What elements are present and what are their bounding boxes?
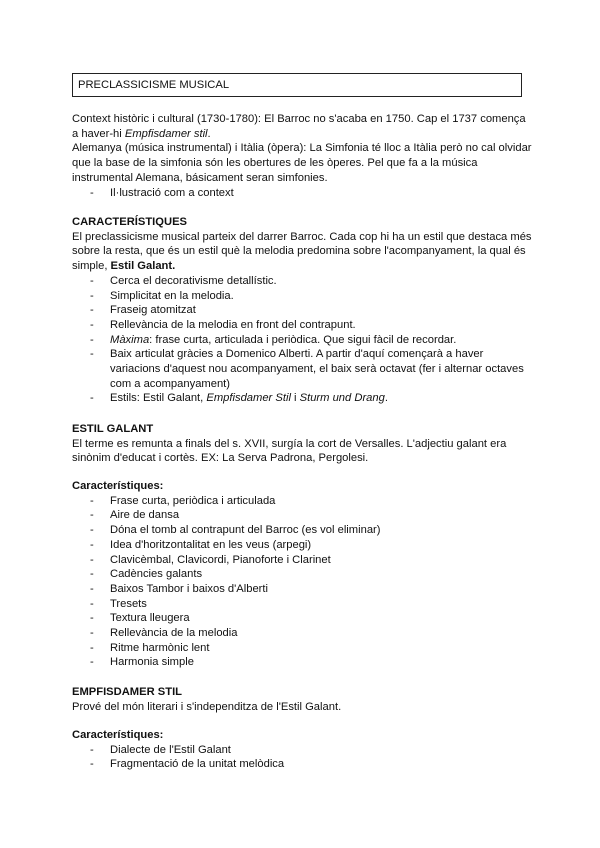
list-item: - Harmonia simple <box>72 655 532 670</box>
list-item: - Idea d'horitzontalitat en les veus (arpegi) <box>72 538 532 553</box>
intro-paragraph-2: Alemanya (música instrumental) i Itàlia (òpera): La Simfonia té lloc a Itàlia però no cal olvidar que la base de la simfonia són les obertures de les òperes. Pel que fa a la música instrumental Alemana, básicament seran simfonies. <box>72 142 532 184</box>
list-item: - Simplicitat en la melodia. <box>72 289 532 304</box>
intro-period: . <box>207 127 211 140</box>
caract-paragraph <box>72 230 532 274</box>
section-heading: ESTIL GALANT <box>72 423 154 435</box>
item-text: . <box>384 392 388 405</box>
list-item: - Rellevància de la melodia en front del contrapunt. <box>72 318 532 333</box>
list-item: - Baixos Tambor i baixos d'Alberti <box>72 582 532 597</box>
list-item: - Cerca el decorativisme detallístic. <box>72 274 532 289</box>
list-item <box>72 333 532 348</box>
list-item: - Dialecte de l'Estil Galant <box>72 743 532 758</box>
item-text: : frase curta, articulada i periòdica. Que sigui fàcil de recordar. <box>149 333 457 346</box>
subheading: Característiques: <box>72 480 164 492</box>
caract-text: El preclassicisme musical parteix del darrer Barroc. Cada cop hi ha un estil que destaca més sobre la resta, que és un estil què la melodia predomina sobre l'acompanyament, la qual és simple, <box>72 230 532 273</box>
list-item: - Dóna el tomb al contrapunt del Barroc (es vol eliminar) <box>72 523 532 538</box>
list-item: - Tresets <box>72 597 532 612</box>
list-item: - Cadències galants <box>72 567 532 582</box>
list-item: - Frase curta, periòdica i articulada <box>72 494 532 509</box>
intro-text: Context històric i cultural (1730-1780): El Barroc no s'acaba en 1750. Cap el 1737 comença a haver-hi <box>72 113 526 140</box>
estil-galant-section <box>72 422 532 466</box>
item-italic: Empfisdamer Stil <box>206 392 291 405</box>
caract-bold: Estil Galant. <box>110 260 176 273</box>
list-item: - Fragmentació de la unitat melòdica <box>72 757 532 772</box>
subheading: Característiques: <box>72 729 164 741</box>
galant-list <box>72 494 532 670</box>
empf-characteristics <box>72 728 532 772</box>
section-heading: CARACTERÍSTIQUES <box>72 216 187 228</box>
list-item: - Fraseig atomitzat <box>72 303 532 318</box>
galant-paragraph: El terme es remunta a finals del s. XVII, surgía la cort de Versalles. L'adjectiu galant era sinònim d'educat i cortès. EX: La Serva Padrona, Pergolesi. <box>72 437 507 465</box>
caracteristiques-section <box>72 215 532 406</box>
list-item: - Rellevància de la melodia <box>72 626 532 641</box>
list-item: - Aire de dansa <box>72 508 532 523</box>
list-item: - Clavicèmbal, Clavicordi, Pianoforte i Clarinet <box>72 553 532 568</box>
item-text: i <box>290 392 300 405</box>
empfisdamer-section <box>72 685 532 714</box>
intro-section <box>72 112 532 200</box>
empf-paragraph: Prové del món literari i s'independitza de l'Estil Galant. <box>72 700 342 713</box>
intro-list <box>72 186 532 201</box>
list-item <box>72 391 532 406</box>
title-box <box>72 73 522 97</box>
item-italic: Màxima <box>110 333 150 346</box>
galant-characteristics <box>72 479 532 670</box>
caract-list <box>72 274 532 406</box>
list-item: - Ritme harmònic lent <box>72 641 532 656</box>
section-heading: EMPFISDAMER STIL <box>72 686 183 698</box>
item-italic: Sturm und Drang <box>299 392 385 405</box>
list-item: - Baix articulat gràcies a Domenico Alberti. A partir d'aquí començarà a haver variacions d'aquest nou acompanyament, el baix serà octavat (fer i alternar octaves com a acompanyament) <box>72 347 532 391</box>
list-item: - Textura lleugera <box>72 611 532 626</box>
item-text: Estils: Estil Galant, <box>110 392 207 405</box>
empf-list <box>72 743 532 772</box>
intro-term: Empfisdamer stil <box>124 127 208 140</box>
document-title: PRECLASSICISME MUSICAL <box>78 79 230 91</box>
intro-paragraph-1 <box>72 112 532 141</box>
list-item: - Il·lustració com a context <box>72 186 532 201</box>
